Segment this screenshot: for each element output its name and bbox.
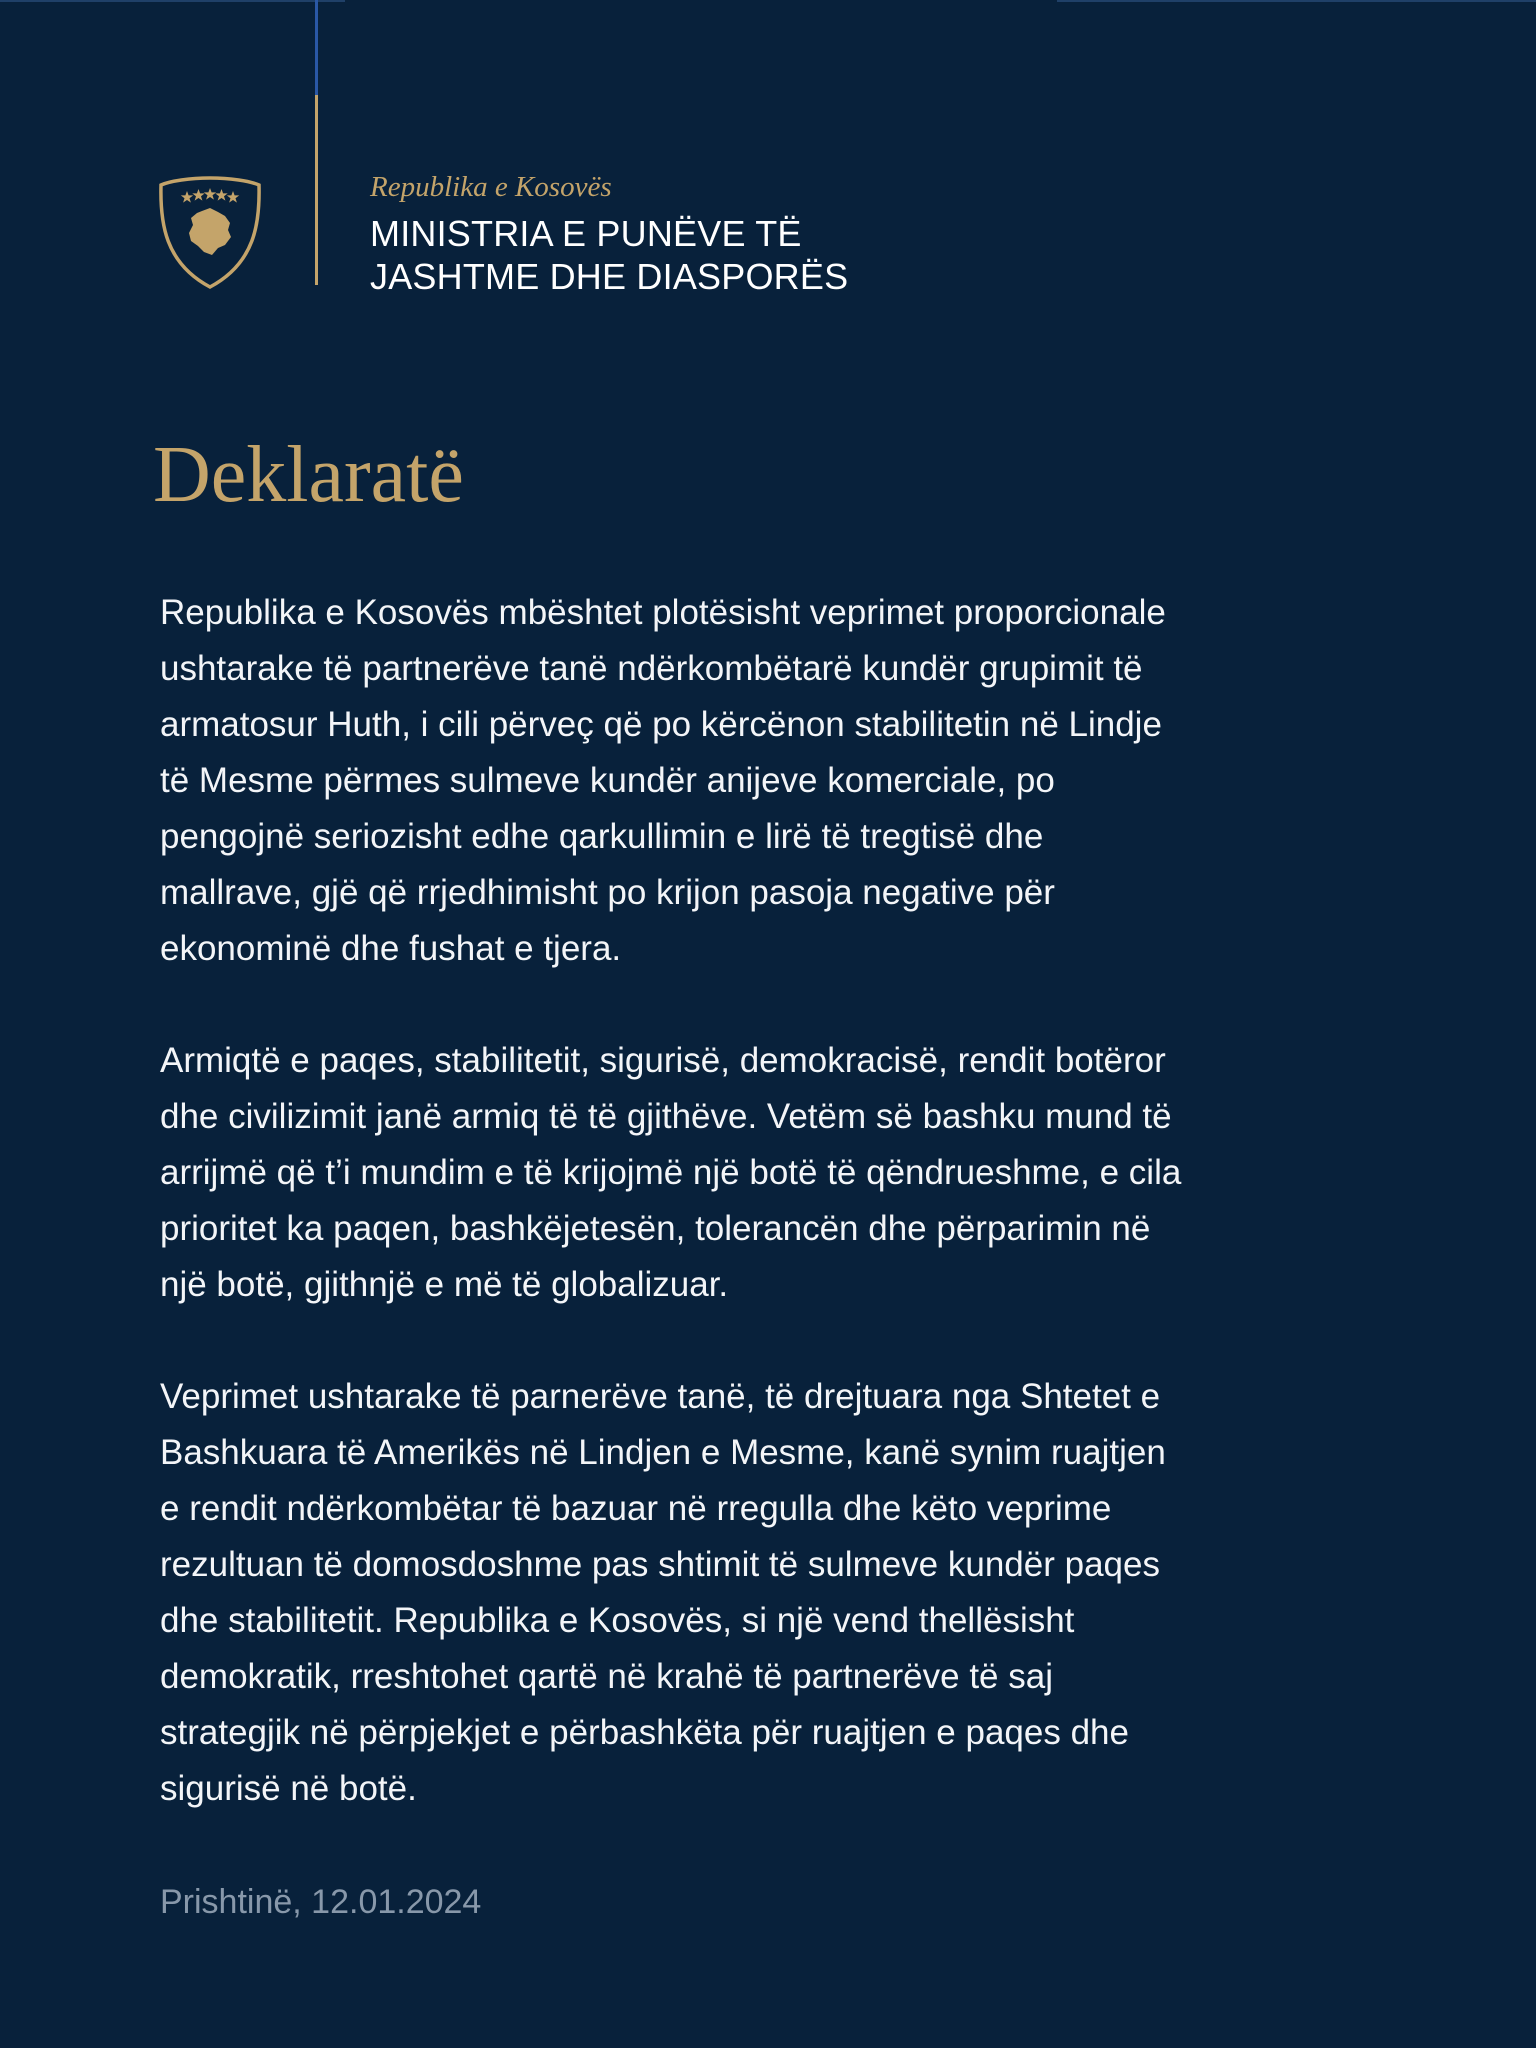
text-line: e rendit ndërkombëtar të bazuar në rregulla dhe këto veprime [160, 1489, 1112, 1528]
text-line: armatosur Huth, i cili përveç që po kërcënon stabilitetin në Lindje [160, 705, 1162, 744]
text-line: demokratik, rreshtohet qartë në krahë të partnerëve të saj [160, 1657, 1053, 1696]
text-line: sigurisë në botë. [160, 1769, 417, 1808]
paragraph-3 [160, 1369, 1360, 1817]
ministry-name-line2: JASHTME DHE DIASPORËS [370, 256, 849, 297]
statement-body [160, 585, 1360, 1873]
text-line: Armiqtë e paqes, stabilitetit, sigurisë, demokracisë, rendit botëror [160, 1041, 1166, 1080]
text-line: një botë, gjithnjë e më të globalizuar. [160, 1265, 729, 1304]
republic-name: Republika e Kosovës [370, 171, 612, 203]
top-border-right [1057, 0, 1536, 2]
text-line: Republika e Kosovës mbështet plotësisht veprimet proporcionale [160, 593, 1166, 632]
paragraph-1 [160, 585, 1360, 977]
text-line: Bashkuara të Amerikës në Lindjen e Mesme, kanë synim ruajtjen [160, 1433, 1166, 1472]
text-line: strategjik në përpjekjet e përbashkëta për ruajtjen e paqes dhe [160, 1713, 1129, 1752]
header-divider-blue [315, 0, 318, 95]
ministry-name [370, 212, 1270, 298]
text-line: prioritet ka paqen, bashkëjetesën, tolerancën dhe përparimin në [160, 1209, 1151, 1248]
text-line: të Mesme përmes sulmeve kundër anijeve komerciale, po [160, 761, 1055, 800]
text-line: pengojnë seriozisht edhe qarkullimin e lirë të tregtisë dhe [160, 817, 1044, 856]
kosovo-coat-of-arms-icon [158, 175, 262, 290]
paragraph-2 [160, 1033, 1360, 1313]
ministry-name-line1: MINISTRIA E PUNËVE TË [370, 213, 802, 254]
text-line: dhe civilizimit janë armiq të të gjithëve. Vetëm së bashku mund të [160, 1097, 1172, 1136]
text-line: ushtarake të partnerëve tanë ndërkombëtarë kundër grupimit të [160, 649, 1143, 688]
ministry-block [370, 168, 1270, 298]
text-line: ekonominë dhe fushat e tjera. [160, 929, 622, 968]
text-line: dhe stabilitetit. Republika e Kosovës, si një vend thellësisht [160, 1601, 1075, 1640]
text-line: rezultuan të domosdoshme pas shtimit të sulmeve kundër paqes [160, 1545, 1160, 1584]
place-date: Prishtinë, 12.01.2024 [160, 1883, 482, 1921]
page-title: Deklaratë [153, 431, 464, 519]
top-border-left [0, 0, 345, 2]
text-line: arrijmë që t’i mundim e të krijojmë një botë të qëndrueshme, e cila [160, 1153, 1182, 1192]
text-line: mallrave, gjë që rrjedhimisht po krijon pasoja negative për [160, 873, 1055, 912]
text-line: Veprimet ushtarake të parnerëve tanë, të drejtuara nga Shtetet e [160, 1377, 1161, 1416]
